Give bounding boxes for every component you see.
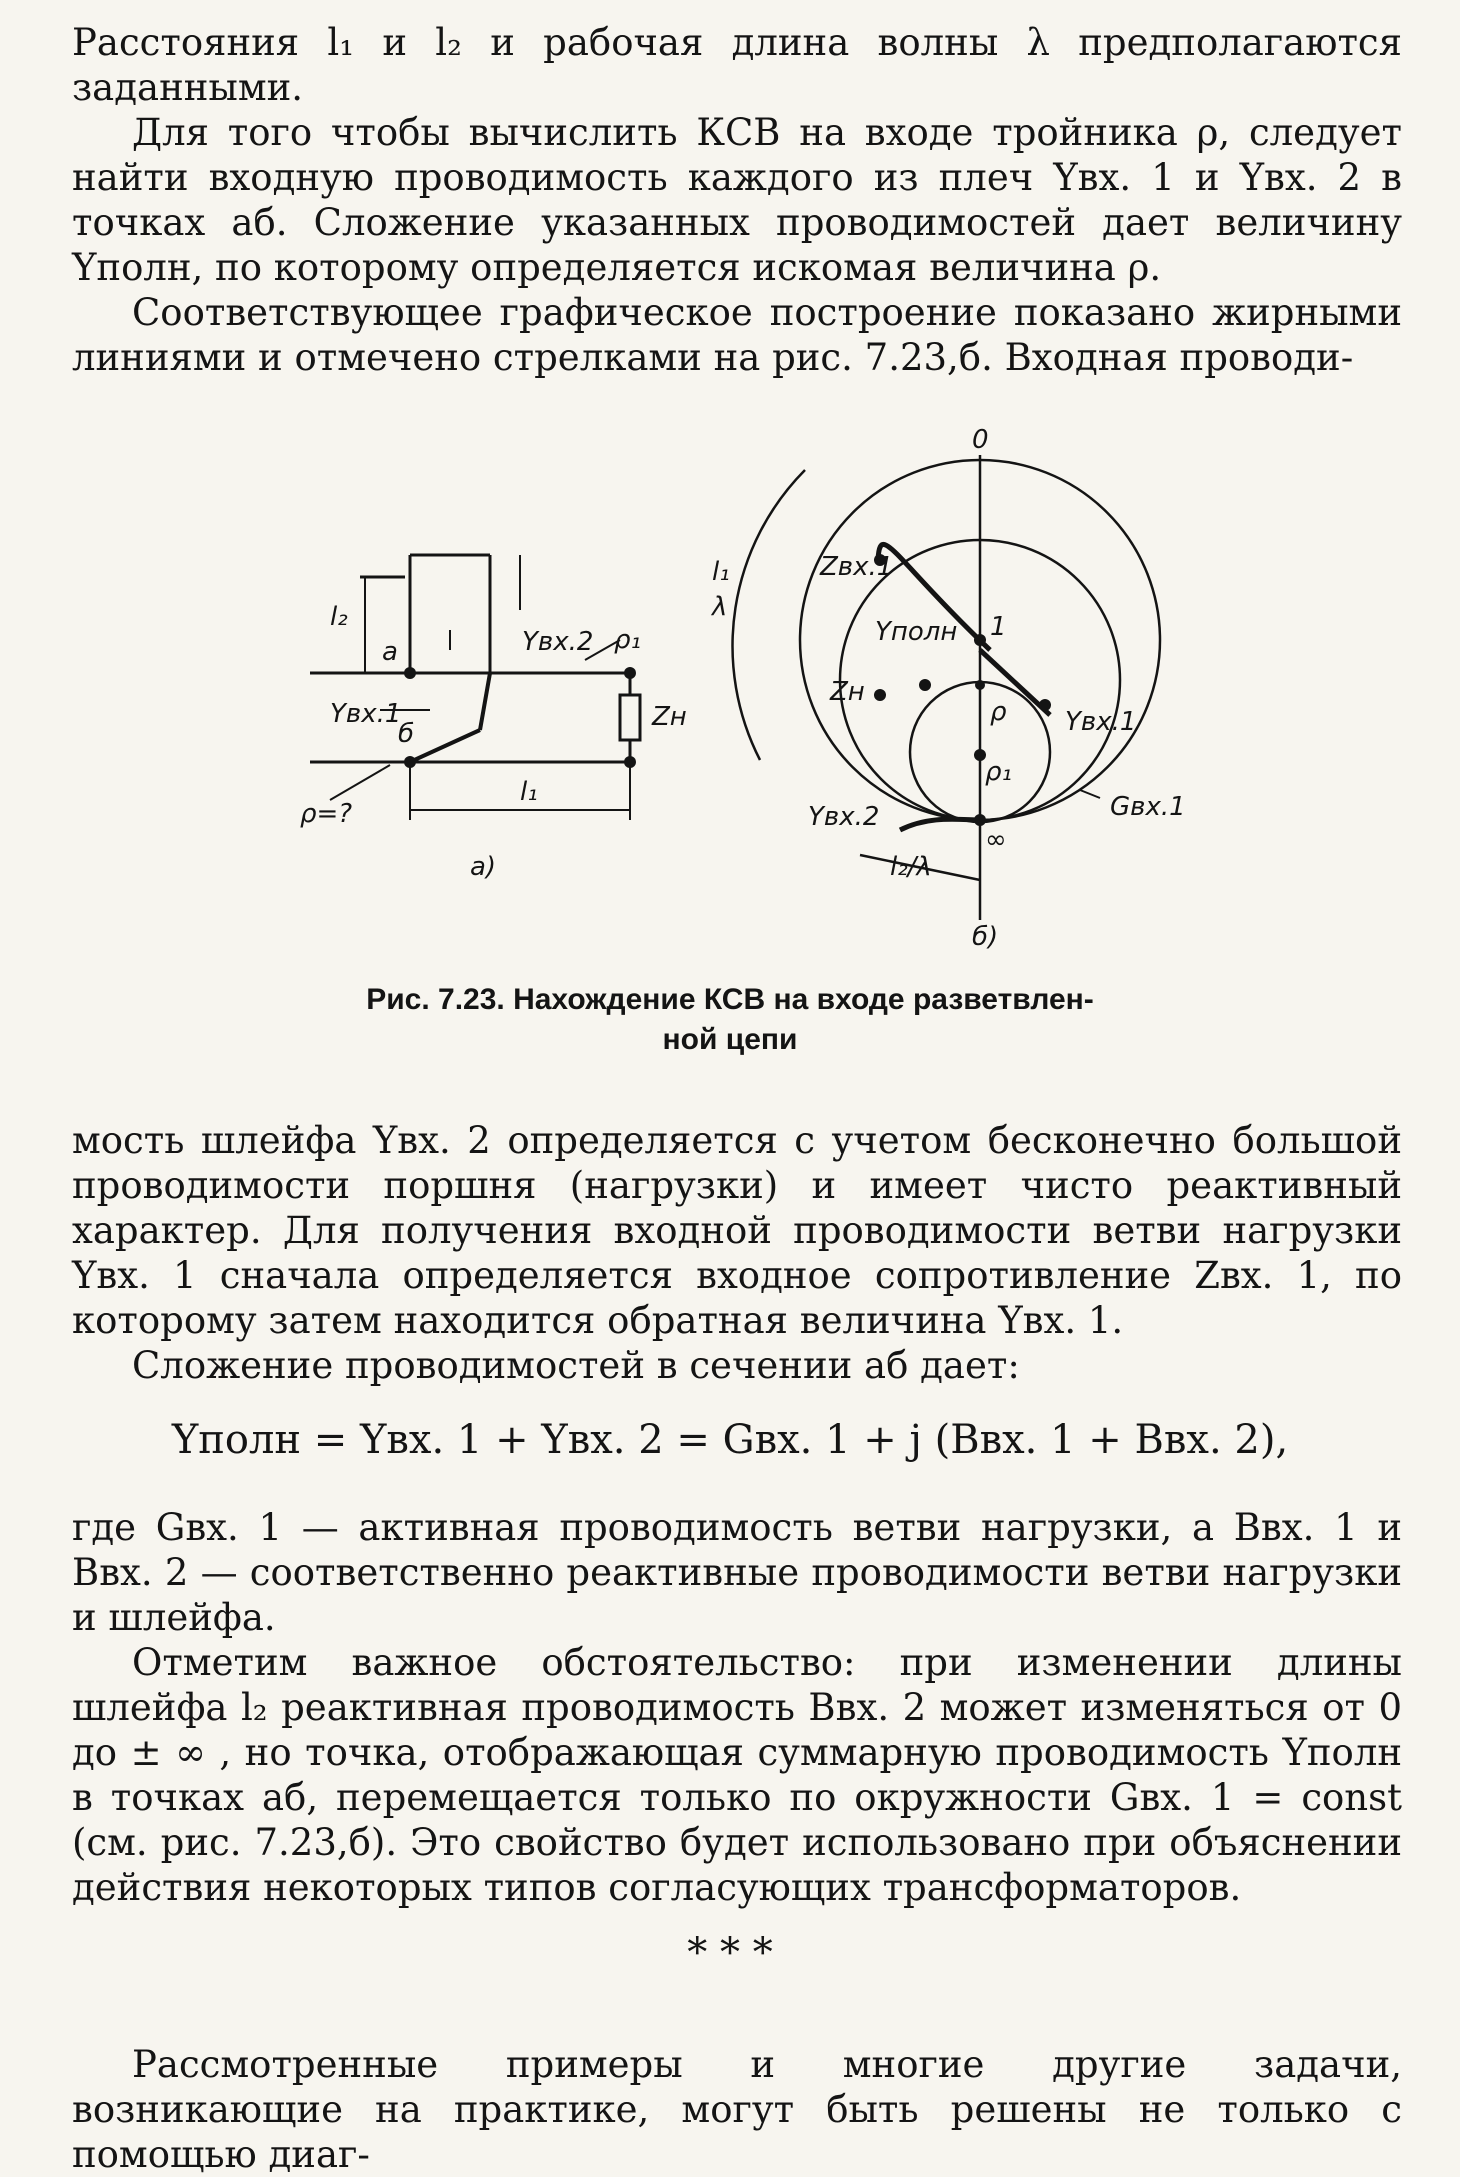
text-block-middle [72,1118,1402,1388]
paragraph-4: мость шлейфа Yвх. 2 определяется с учетом бесконечно большой проводимости поршня (нагрузки) и имеет чисто реактивный характер. Для получения входной проводимости ветви нагрузки Yвх. 1 сначала определяется входное сопротивление Zвх. 1, по которому затем находится обратная величина Yвх. 1. [72,1119,1402,1342]
text-block-final [72,2042,1402,2177]
text-block-top [72,20,1402,380]
label-1: 1 [990,612,1007,642]
paragraph-3: Соответствующее графическое построение показано жирными линиями и отмечено стрелками на рис. 7.23,б. Входная проводи- [72,291,1402,379]
figure-panel-b [733,455,1160,920]
figure-7-23 [0,410,1460,970]
label-l1: l₁ [520,777,538,807]
figure-panel-a [310,555,640,820]
figure-panel-a-nodes [404,667,636,768]
label-yvx2-b: Yвх.2 [808,802,880,832]
section-separator: * * * [687,1930,773,1976]
label-zn: Zн [652,702,687,732]
caption-line-2: ной цепи [662,1023,798,1056]
figure-caption [250,980,1210,1060]
label-rho1: ρ₁ [614,625,641,655]
label-ypoln: Yполн [875,617,958,647]
label-gvx1: Gвх.1 [1110,792,1186,822]
label-a: а [382,637,398,667]
label-yvx1-b: Yвх.1 [1065,707,1137,737]
paragraph-8: Рассмотренные примеры и многие другие задачи, возникающие на практике, могут быть решены не только с помощью диаг- [72,2043,1402,2176]
caption-line-1: Рис. 7.23. Нахождение КСВ на входе разветвлен- [366,983,1094,1016]
label-inf: ∞ [985,825,1007,855]
formula: Yполн = Yвх. 1 + Yвх. 2 = Gвх. 1 + j (Bвх. 1 + Bвх. 2), [171,1417,1289,1463]
text-block-bottom [72,1505,1402,1910]
label-l1-num: l₁ [712,557,730,587]
label-0: 0 [972,425,989,455]
paragraph-2: Для того чтобы вычислить КСВ на входе тройника ρ, следует найти входную проводимость каждого из плеч Yвх. 1 и Yвх. 2 в точках аб. Сложение указанных проводимостей дает величину Yполн, по которому определяется искомая величина ρ. [72,111,1402,289]
panel-a-label: а) [470,852,497,882]
panel-b-label: б) [972,922,999,952]
label-rho: ρ=? [300,799,353,829]
label-l2: l₂ [330,602,348,632]
paragraph-7: Отметим важное обстоятельство: при изменении длины шлейфа l₂ реактивная проводимость Bвх. 2 может изменяться от 0 до ± ∞ , но точка, отображающая суммарную проводимость Yполн в точках аб, перемещается только по окружности Gвх. 1 = const (см. рис. 7.23,б). Это свойство будет использовано при объяснении действия некоторых типов согласующих трансформаторов. [72,1641,1402,1909]
paragraph-6: где Gвх. 1 — активная проводимость ветви нагрузки, а Bвх. 1 и Bвх. 2 — соответственно реактивные проводимости ветви нагрузки и шлейфа. [72,1506,1402,1639]
label-zn-b: Zн [830,677,865,707]
label-zvx1: Zвх.1 [820,552,894,582]
label-l2-lambda: l₂/λ [890,852,932,882]
label-l1-den: λ [712,592,728,622]
label-yvx1: Yвх.1 [330,699,402,729]
label-rho-b: ρ [990,697,1007,727]
paragraph-1: Расстояния l₁ и l₂ и рабочая длина волны λ предполагаются заданными. [72,21,1402,109]
paragraph-5: Сложение проводимостей в сечении аб дает: [132,1344,1020,1387]
label-rho1-b: ρ₁ [985,757,1012,787]
label-yvx2: Yвх.2 [522,627,594,657]
label-b: б [398,719,415,749]
